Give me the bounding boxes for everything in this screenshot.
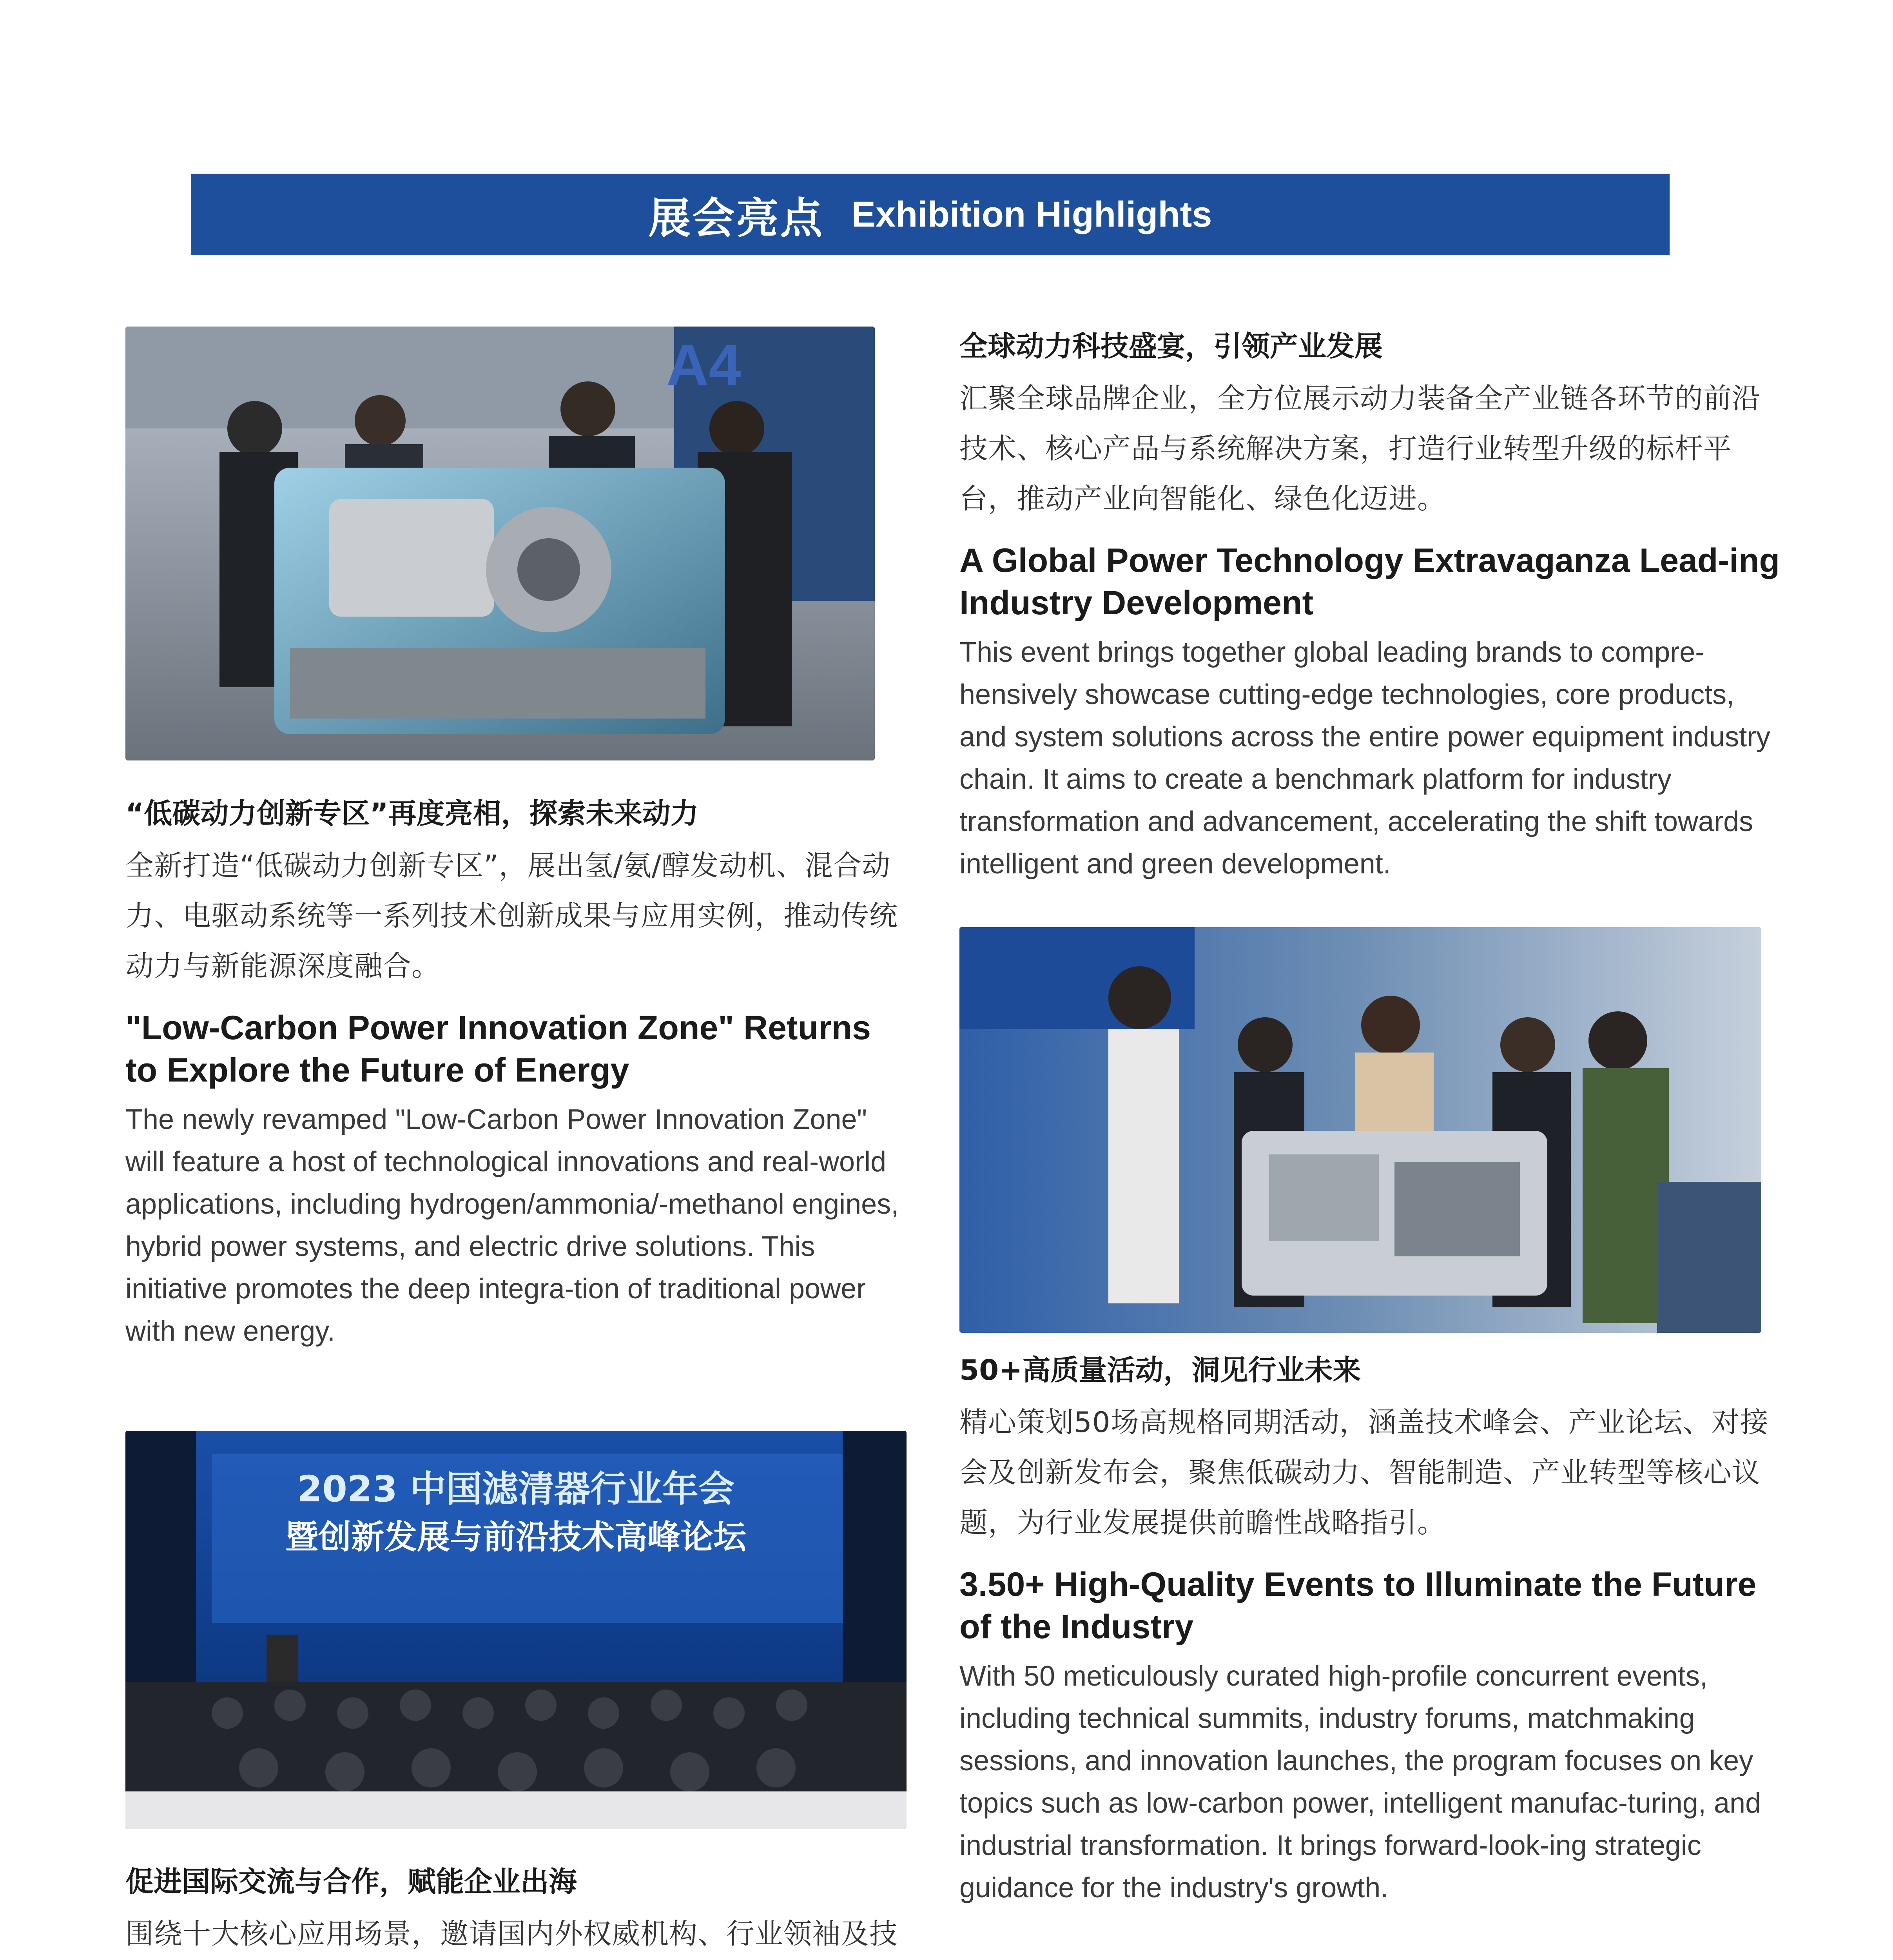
section-low-carbon: [125, 792, 901, 1352]
low-carbon-body-zh: 全新打造“低碳动力创新专区”，展出氢/氨/醇发动机、混合动力、电驱动系统等一系列技术创新成果与应用实例，推动传统动力与新能源深度融合。: [125, 849, 898, 982]
section-international: [125, 1860, 909, 1960]
engine-exhibit-photo: [125, 327, 875, 760]
section-banner: [191, 174, 1670, 255]
forum-conference-photo: [125, 1431, 907, 1829]
low-carbon-heading-en: "Low-Carbon Power Innovation Zone" Returns to Explore the Future of Energy: [125, 1009, 871, 1089]
banner-title-zh: 展会亮点: [648, 194, 824, 243]
section-events: [959, 1348, 1775, 1909]
global-power-body-en: This event brings together global leading brands to compre-hensively showcase cutting-edge technologies, core products, and system solutions across the entire power equipment industry chain. It aims to create a benchmark platform for industry transformation and advancement, accelerating the shift towards intelligent and green development.: [959, 637, 1771, 880]
events-body-en: With 50 meticulously curated high-profile concurrent events, including technical summits, industry forums, matchmaking sessions, and innovation launches, the program focuses on key topics such as low-carbon power, intelligent manufac-turing, and industrial transformation. It brings forward-look-ing strategic guidance for the industry's growth.: [959, 1661, 1761, 1904]
global-power-body-zh: 汇聚全球品牌企业，全方位展示动力装备全产业链各环节的前沿技术、核心产品与系统解决方案，打造行业转型升级的标杆平台，推动产业向智能化、绿色化迈进。: [959, 382, 1761, 515]
low-carbon-heading-zh: “低碳动力创新专区”再度亮相，探索未来动力: [125, 797, 699, 830]
events-heading-zh: 50+高质量活动，洞见行业未来: [959, 1354, 1361, 1387]
events-heading-en: 3.50+ High-Quality Events to Illuminate the Future of the Industry: [959, 1566, 1757, 1646]
booth-sign-a4: A4: [666, 332, 742, 398]
banner-title-en: Exhibition Highlights: [851, 194, 1212, 234]
forum-screen-title-2: 暨创新发展与前沿技术高峰论坛: [285, 1518, 747, 1556]
international-body-zh: 围绕十大核心应用场景，邀请国内外权威机构、行业领袖及技: [125, 1917, 898, 1950]
section-global-power: [959, 325, 1782, 885]
global-power-heading-en: A Global Power Technology Extravaganza Lead-ing Industry Development: [959, 542, 1780, 622]
global-power-heading-zh: 全球动力科技盛宴，引领产业发展: [959, 330, 1383, 363]
visitors-exhibit-photo: [959, 927, 1761, 1333]
international-heading-zh: 促进国际交流与合作，赋能企业出海: [125, 1865, 577, 1898]
forum-screen-title-1: 2023 中国滤清器行业年会: [297, 1468, 735, 1510]
events-body-zh: 精心策划50场高规格同期活动，涵盖技术峰会、产业论坛、对接会及创新发布会，聚焦低碳动力、智能制造、产业转型等核心议题，为行业发展提供前瞻性战略指引。: [959, 1406, 1769, 1539]
low-carbon-body-en: The newly revamped "Low-Carbon Power Innovation Zone" will feature a host of technological innovations and real-world applications, including hydrogen/ammonia/-methanol engines, hybrid power systems, and electric drive solutions. This initiative promotes the deep integra-tion of traditional power with new energy.: [125, 1104, 899, 1347]
